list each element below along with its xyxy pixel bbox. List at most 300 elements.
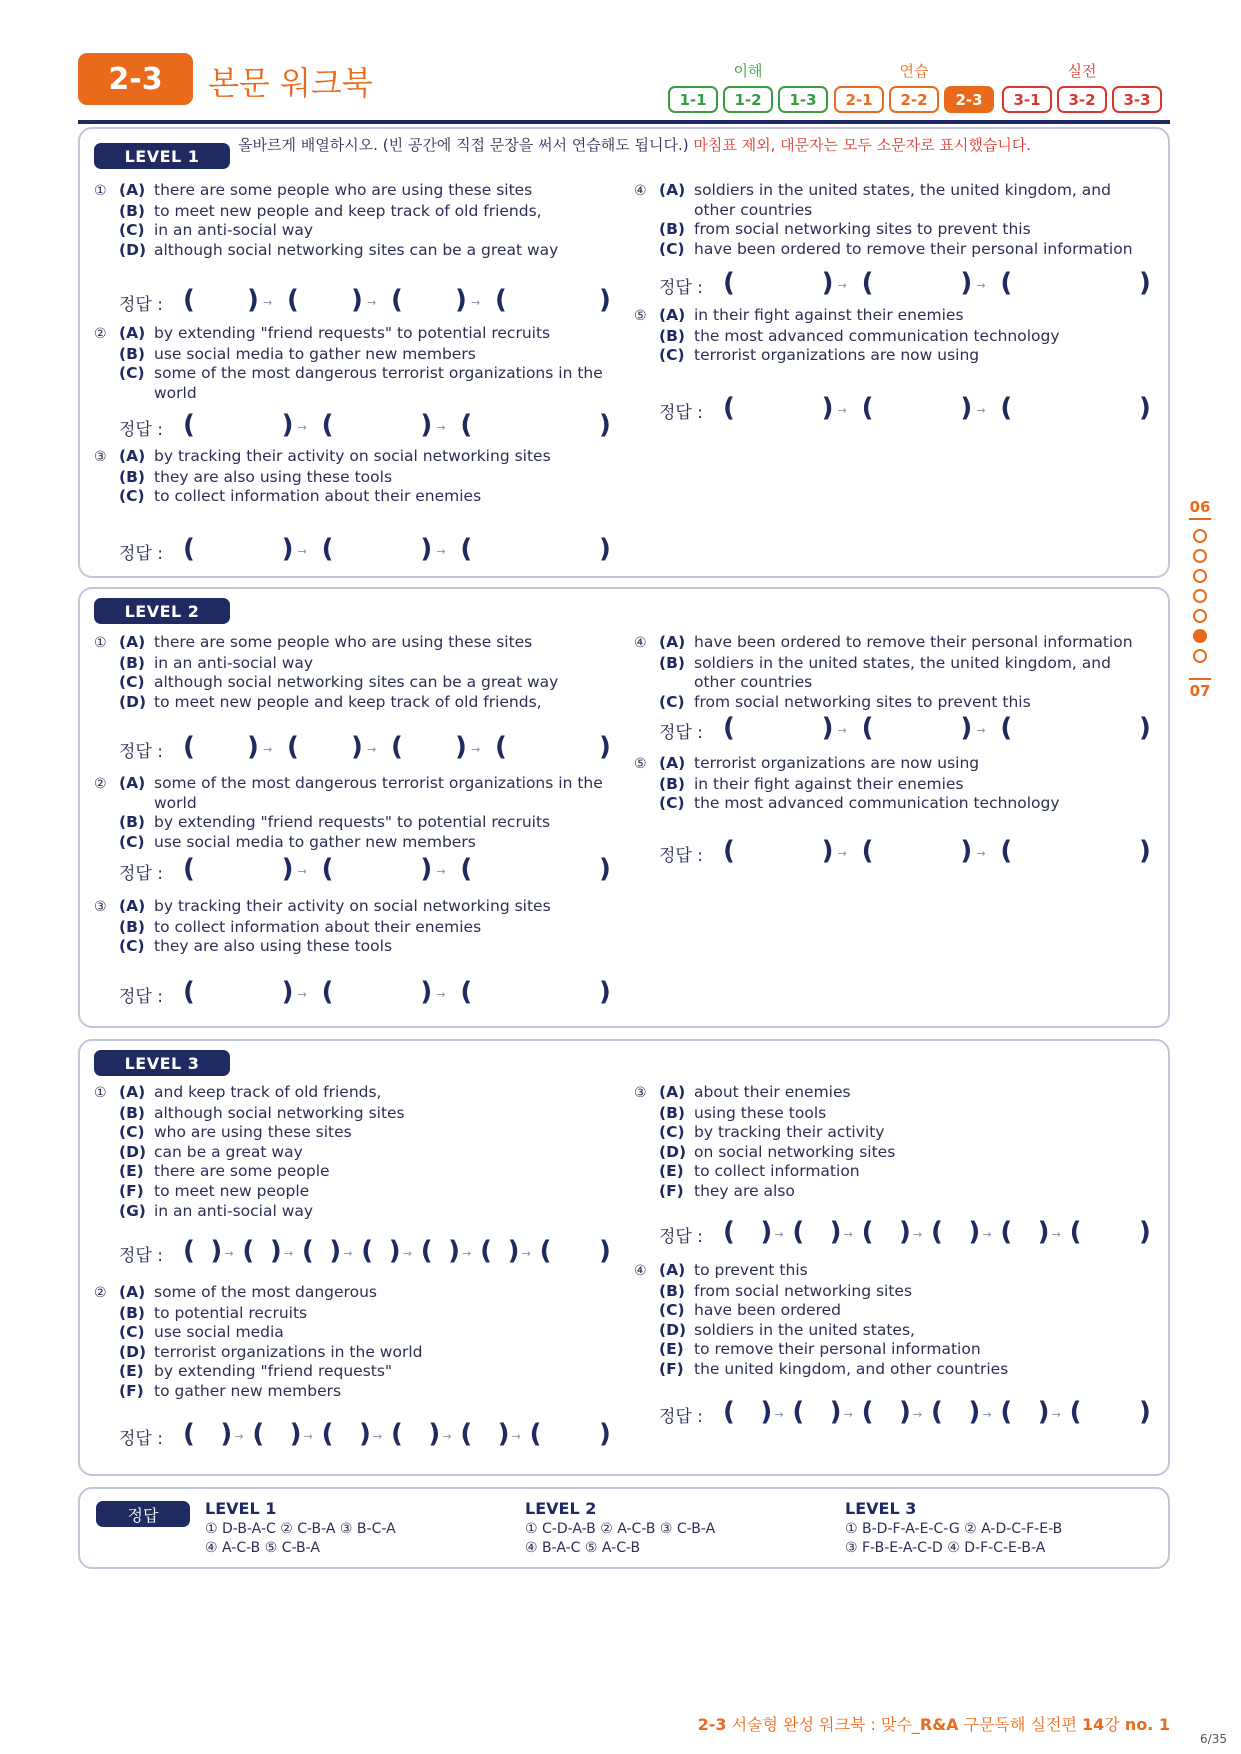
answer-blank-close[interactable]: ) bbox=[210, 1236, 223, 1266]
answer-blank-close[interactable]: ) bbox=[428, 1419, 441, 1449]
question-number bbox=[634, 327, 659, 347]
question-5 bbox=[634, 306, 1144, 366]
tab-3-1[interactable]: 3-1 bbox=[1002, 86, 1052, 113]
answer-blank-open[interactable]: ( bbox=[1000, 393, 1013, 423]
question-number: ① bbox=[94, 635, 107, 651]
item-label: (D) bbox=[119, 1342, 147, 1361]
item-label: (C) bbox=[119, 673, 145, 692]
answer-blank-close[interactable]: ) bbox=[1037, 1217, 1050, 1247]
item-label: (A) bbox=[119, 897, 146, 915]
arrow-icon: → bbox=[367, 743, 377, 756]
answer-blank-close[interactable]: ) bbox=[821, 713, 834, 743]
answer-blank-open[interactable]: ( bbox=[287, 285, 299, 315]
item-text: although social networking sites can be a great way bbox=[154, 673, 559, 692]
item-text: by tracking their activity on social networking sites bbox=[154, 897, 551, 915]
answer-label: 정답 : bbox=[119, 544, 163, 564]
answer-blank-open[interactable]: ( bbox=[1000, 713, 1013, 743]
section-badge: 2-3 bbox=[78, 53, 193, 105]
question-number: ① bbox=[94, 1085, 107, 1101]
answer-blank-open[interactable]: ( bbox=[361, 1236, 374, 1266]
question-4 bbox=[634, 633, 1144, 712]
answer-blank-open[interactable]: ( bbox=[861, 268, 874, 298]
item-label: (C) bbox=[119, 1123, 145, 1142]
nav-unit-start: 06 bbox=[1189, 498, 1211, 516]
answer-blank-open[interactable]: ( bbox=[391, 1419, 403, 1449]
answer-label: 정답 : bbox=[119, 864, 163, 884]
item-label: (C) bbox=[659, 1301, 685, 1320]
answer-blank-close[interactable]: ) bbox=[420, 534, 433, 564]
answer-blank-open[interactable]: ( bbox=[183, 854, 195, 884]
answer-blank-close[interactable]: ) bbox=[599, 854, 611, 884]
answer-blank-open[interactable]: ( bbox=[460, 534, 473, 564]
item-text: soldiers in the united states, the united kingdom, and other countries bbox=[694, 653, 1111, 692]
arrow-icon: → bbox=[511, 1430, 521, 1443]
question-number bbox=[634, 1182, 659, 1202]
answer-blank-close[interactable]: ) bbox=[247, 285, 259, 315]
question-number bbox=[634, 693, 659, 713]
arrow-icon: → bbox=[402, 1247, 412, 1260]
answer-row[interactable] bbox=[119, 732, 619, 767]
item-text: who are using these sites bbox=[154, 1123, 352, 1142]
nav-dot[interactable] bbox=[1193, 529, 1207, 543]
item-text: from social networking sites bbox=[694, 1281, 913, 1300]
answer-blank-open[interactable]: ( bbox=[539, 1236, 552, 1266]
nav-dot[interactable] bbox=[1193, 629, 1207, 643]
arrow-icon: → bbox=[297, 865, 307, 878]
arrow-icon: → bbox=[1051, 1228, 1061, 1241]
item-text: to collect information bbox=[694, 1162, 860, 1181]
question-number bbox=[94, 487, 119, 507]
question-number bbox=[634, 1360, 659, 1380]
answer-blank-open[interactable]: ( bbox=[460, 854, 473, 884]
answer-label: 정답 : bbox=[659, 278, 703, 298]
answer-blank-open[interactable]: ( bbox=[321, 977, 334, 1007]
arrow-icon: → bbox=[436, 865, 446, 878]
item-text: they are also using these tools bbox=[154, 467, 393, 486]
answer-blank-close[interactable]: ) bbox=[960, 268, 973, 298]
nav-dot[interactable] bbox=[1193, 609, 1207, 623]
question-number bbox=[94, 1323, 119, 1343]
answer-blank-close[interactable]: ) bbox=[507, 1236, 520, 1266]
answer-label: 정답 : bbox=[119, 1246, 163, 1266]
answer-blank-close[interactable]: ) bbox=[455, 285, 467, 315]
arrow-icon: → bbox=[521, 1247, 531, 1260]
answer-blank-open[interactable]: ( bbox=[1000, 836, 1013, 866]
question-number bbox=[634, 1282, 659, 1302]
answer-row[interactable] bbox=[659, 836, 1159, 871]
answer-blank-close[interactable]: ) bbox=[821, 836, 834, 866]
question-number: ② bbox=[94, 326, 107, 342]
answer-blank-open[interactable]: ( bbox=[183, 534, 195, 564]
answer-blank-open[interactable]: ( bbox=[931, 1217, 943, 1247]
question-1 bbox=[94, 181, 604, 260]
item-text: to remove their personal information bbox=[694, 1340, 981, 1359]
item-label: (C) bbox=[119, 832, 145, 851]
answer-blank-close[interactable]: ) bbox=[821, 393, 834, 423]
item-text: to potential recruits bbox=[154, 1303, 308, 1322]
answer-key-level-2: LEVEL 2 ① C-D-A-B ② A-C-B ③ C-B-A ④ B-A-C ⑤ A-C-B bbox=[525, 1499, 716, 1556]
answer-blank-close[interactable]: ) bbox=[359, 1419, 371, 1449]
question-number bbox=[94, 1143, 119, 1163]
answer-blank-close[interactable]: ) bbox=[899, 1397, 911, 1427]
answer-blank-close[interactable]: ) bbox=[420, 977, 433, 1007]
answer-blank-open[interactable]: ( bbox=[861, 836, 874, 866]
level-1-badge: LEVEL 1 bbox=[94, 143, 230, 169]
answer-blank-close[interactable]: ) bbox=[1139, 836, 1151, 866]
page-title: 본문 워크북 bbox=[208, 64, 373, 102]
answer-blank-close[interactable]: ) bbox=[281, 534, 294, 564]
answer-blank-close[interactable]: ) bbox=[968, 1397, 981, 1427]
item-text: to gather new members bbox=[154, 1381, 342, 1400]
answer-blank-close[interactable]: ) bbox=[351, 732, 363, 762]
item-label: (F) bbox=[119, 1181, 144, 1200]
question-number bbox=[634, 794, 659, 814]
item-label: (D) bbox=[659, 1320, 687, 1339]
item-label: (B) bbox=[119, 467, 145, 486]
question-number bbox=[94, 693, 119, 713]
arrow-icon: → bbox=[436, 988, 446, 1001]
arrow-icon: → bbox=[343, 1247, 353, 1260]
answer-blank-open[interactable]: ( bbox=[321, 1419, 334, 1449]
answer-label: 정답 : bbox=[119, 1429, 163, 1449]
item-label: (C) bbox=[119, 364, 145, 383]
answer-blank-open[interactable]: ( bbox=[183, 410, 195, 440]
item-label: (A) bbox=[659, 306, 686, 324]
answer-blank-close[interactable]: ) bbox=[497, 1419, 510, 1449]
item-text: have been ordered bbox=[694, 1301, 841, 1320]
question-2 bbox=[94, 1283, 604, 1402]
answer-blank-open[interactable]: ( bbox=[183, 285, 195, 315]
answer-blank-close[interactable]: ) bbox=[960, 393, 973, 423]
answer-label: 정답 : bbox=[659, 846, 703, 866]
answer-blank-close[interactable]: ) bbox=[289, 1419, 302, 1449]
answer-blank-open[interactable]: ( bbox=[495, 285, 507, 315]
arrow-icon: → bbox=[462, 1247, 472, 1260]
answer-blank-close[interactable]: ) bbox=[388, 1236, 401, 1266]
arrow-icon: → bbox=[913, 1408, 923, 1421]
answer-blank-open[interactable]: ( bbox=[861, 713, 874, 743]
answer-row[interactable] bbox=[119, 854, 619, 889]
answer-blank-open[interactable]: ( bbox=[861, 1217, 874, 1247]
answer-blank-open[interactable]: ( bbox=[391, 285, 403, 315]
item-text: use social media bbox=[154, 1323, 284, 1342]
arrow-icon: → bbox=[471, 743, 481, 756]
arrow-icon: → bbox=[303, 1430, 313, 1443]
item-text: to meet new people and keep track of old friends, bbox=[154, 692, 542, 711]
answer-blank-open[interactable]: ( bbox=[723, 268, 735, 298]
answer-blank-open[interactable]: ( bbox=[1069, 1397, 1082, 1427]
question-number: ④ bbox=[634, 1263, 647, 1279]
item-label: (A) bbox=[119, 633, 146, 651]
arrow-icon: → bbox=[263, 743, 273, 756]
item-text: there are some people who are using these sites bbox=[154, 181, 533, 199]
question-number: ② bbox=[94, 776, 107, 792]
answer-label: 정답 : bbox=[659, 723, 703, 743]
answer-blank-open[interactable]: ( bbox=[460, 410, 473, 440]
answer-blank-close[interactable]: ) bbox=[599, 1419, 611, 1449]
item-text: terrorist organizations are now using bbox=[694, 346, 980, 365]
arrow-icon: → bbox=[224, 1247, 234, 1260]
answer-blank-open[interactable]: ( bbox=[723, 713, 735, 743]
question-number bbox=[94, 833, 119, 853]
arrow-icon: → bbox=[436, 545, 446, 558]
answer-blank-close[interactable]: ) bbox=[599, 732, 611, 762]
answer-row[interactable] bbox=[119, 410, 619, 445]
tab-1-3[interactable]: 1-3 bbox=[778, 86, 828, 113]
item-label: (A) bbox=[119, 774, 146, 792]
answer-row[interactable] bbox=[659, 268, 1159, 303]
answer-blank-close[interactable]: ) bbox=[420, 410, 433, 440]
nav-dot[interactable] bbox=[1193, 549, 1207, 563]
arrow-icon: → bbox=[843, 1228, 853, 1241]
answer-row[interactable] bbox=[659, 1397, 1159, 1432]
answer-row[interactable] bbox=[119, 977, 619, 1012]
item-text: terrorist organizations are now using bbox=[694, 754, 980, 772]
answer-blank-open[interactable]: ( bbox=[723, 393, 735, 423]
answer-blank-close[interactable]: ) bbox=[960, 836, 973, 866]
item-label: (E) bbox=[119, 1162, 144, 1181]
item-text: by extending "friend requests" to potential recruits bbox=[154, 813, 551, 832]
item-label: (C) bbox=[659, 692, 685, 711]
arrow-icon: → bbox=[837, 404, 847, 417]
item-label: (B) bbox=[659, 1281, 685, 1300]
arrow-icon: → bbox=[976, 404, 986, 417]
item-text: by extending "friend requests" to potential recruits bbox=[154, 324, 551, 342]
item-label: (B) bbox=[659, 1103, 685, 1122]
answer-row[interactable] bbox=[119, 1419, 619, 1454]
answer-blank-open[interactable]: ( bbox=[723, 1217, 735, 1247]
answer-blank-open[interactable]: ( bbox=[529, 1419, 542, 1449]
item-text: the most advanced communication technology bbox=[694, 326, 1060, 345]
answer-blank-open[interactable]: ( bbox=[287, 732, 299, 762]
item-text: although social networking sites can be a great way bbox=[154, 240, 559, 259]
footer: 2-3 서술형 완성 워크북 : 맞수_R&A 구문독해 실전편 14강 no. 1 bbox=[697, 1715, 1170, 1734]
item-label: (B) bbox=[119, 653, 145, 672]
item-label: (B) bbox=[119, 813, 145, 832]
item-text: by extending "friend requests" bbox=[154, 1362, 393, 1381]
tab-1-2[interactable]: 1-2 bbox=[723, 86, 773, 113]
item-label: (B) bbox=[659, 326, 685, 345]
question-5 bbox=[634, 754, 1144, 814]
item-text: use social media to gather new members bbox=[154, 832, 476, 851]
answer-blank-close[interactable]: ) bbox=[599, 1236, 611, 1266]
answer-blank-open[interactable]: ( bbox=[301, 1236, 314, 1266]
answer-blank-open[interactable]: ( bbox=[391, 732, 403, 762]
question-number bbox=[94, 1202, 119, 1222]
item-text: to meet new people bbox=[154, 1181, 310, 1200]
question-4 bbox=[634, 1261, 1144, 1380]
tab-2-1[interactable]: 2-1 bbox=[834, 86, 884, 113]
tab-2-3[interactable]: 2-3 bbox=[944, 86, 994, 113]
answer-blank-close[interactable]: ) bbox=[599, 285, 611, 315]
answer-blank-close[interactable]: ) bbox=[455, 732, 467, 762]
tab-1-1[interactable]: 1-1 bbox=[668, 86, 718, 113]
item-text: in their fight against their enemies bbox=[694, 774, 964, 793]
answer-key-badge: 정답 bbox=[96, 1501, 190, 1527]
answer-blank-close[interactable]: ) bbox=[960, 713, 973, 743]
answer-blank-open[interactable]: ( bbox=[1069, 1217, 1082, 1247]
tab-3-3[interactable]: 3-3 bbox=[1112, 86, 1162, 113]
answer-blank-close[interactable]: ) bbox=[329, 1236, 342, 1266]
item-text: use social media to gather new members bbox=[154, 344, 476, 363]
item-label: (A) bbox=[659, 754, 686, 772]
question-number: ③ bbox=[94, 899, 107, 915]
answer-blank-close[interactable]: ) bbox=[281, 854, 294, 884]
answer-blank-open[interactable]: ( bbox=[183, 732, 195, 762]
item-text: by tracking their activity on social networking sites bbox=[154, 447, 551, 465]
answer-blank-close[interactable]: ) bbox=[281, 410, 294, 440]
question-1 bbox=[94, 1083, 604, 1221]
answer-blank-open[interactable]: ( bbox=[792, 1397, 805, 1427]
question-number bbox=[94, 202, 119, 222]
arrow-icon: → bbox=[373, 1430, 383, 1443]
question-number bbox=[94, 1382, 119, 1402]
answer-blank-open[interactable]: ( bbox=[242, 1236, 255, 1266]
answer-blank-close[interactable]: ) bbox=[599, 534, 611, 564]
answer-label: 정답 : bbox=[659, 403, 703, 423]
question-number bbox=[94, 1182, 119, 1202]
tab-group-label: 실전 bbox=[1067, 62, 1097, 80]
answer-blank-close[interactable]: ) bbox=[1139, 1217, 1151, 1247]
item-label: (B) bbox=[659, 653, 685, 672]
answer-blank-open[interactable]: ( bbox=[861, 1397, 874, 1427]
answer-row[interactable] bbox=[659, 393, 1159, 428]
answer-blank-open[interactable]: ( bbox=[1000, 1397, 1013, 1427]
answer-blank-open[interactable]: ( bbox=[183, 1236, 195, 1266]
answer-key-level-1: LEVEL 1 ① D-B-A-C ② C-B-A ③ B-C-A ④ A-C-B ⑤ C-B-A bbox=[205, 1499, 396, 1556]
answer-blank-open[interactable]: ( bbox=[321, 854, 334, 884]
arrow-icon: → bbox=[837, 724, 847, 737]
answer-blank-open[interactable]: ( bbox=[1000, 1217, 1013, 1247]
item-label: (C) bbox=[119, 487, 145, 506]
answer-blank-open[interactable]: ( bbox=[723, 836, 735, 866]
question-3 bbox=[94, 447, 604, 507]
question-number bbox=[634, 654, 659, 693]
answer-blank-close[interactable]: ) bbox=[1139, 268, 1151, 298]
item-text: on social networking sites bbox=[694, 1142, 896, 1161]
nav-dot[interactable] bbox=[1193, 649, 1207, 663]
question-2 bbox=[94, 324, 604, 403]
answer-row[interactable] bbox=[119, 1236, 619, 1271]
answer-row[interactable] bbox=[659, 1217, 1159, 1252]
answer-blank-close[interactable]: ) bbox=[351, 285, 363, 315]
answer-blank-close[interactable]: ) bbox=[1139, 393, 1151, 423]
arrow-icon: → bbox=[1051, 1408, 1061, 1421]
item-text: have been ordered to remove their personal information bbox=[694, 633, 1133, 651]
arrow-icon: → bbox=[297, 421, 307, 434]
answer-blank-open[interactable]: ( bbox=[460, 977, 473, 1007]
item-label: (B) bbox=[119, 1303, 145, 1322]
nav-unit-end: 07 bbox=[1189, 682, 1211, 700]
answer-blank-open[interactable]: ( bbox=[420, 1236, 433, 1266]
item-text: to prevent this bbox=[694, 1261, 808, 1279]
answer-blank-close[interactable]: ) bbox=[829, 1397, 842, 1427]
answer-blank-open[interactable]: ( bbox=[723, 1397, 735, 1427]
answer-blank-open[interactable]: ( bbox=[792, 1217, 805, 1247]
question-number bbox=[94, 813, 119, 833]
answer-blank-close[interactable]: ) bbox=[599, 410, 611, 440]
item-label: (B) bbox=[659, 774, 685, 793]
answer-blank-close[interactable]: ) bbox=[821, 268, 834, 298]
answer-blank-open[interactable]: ( bbox=[321, 410, 334, 440]
answer-blank-close[interactable]: ) bbox=[281, 977, 294, 1007]
nav-dot[interactable] bbox=[1193, 589, 1207, 603]
answer-label: 정답 : bbox=[119, 742, 163, 762]
arrow-icon: → bbox=[913, 1228, 923, 1241]
item-label: (D) bbox=[119, 1142, 147, 1161]
answer-blank-close[interactable]: ) bbox=[968, 1217, 981, 1247]
tab-3-2[interactable]: 3-2 bbox=[1057, 86, 1107, 113]
answer-blank-close[interactable]: ) bbox=[220, 1419, 233, 1449]
arrow-icon: → bbox=[982, 1228, 992, 1241]
tab-2-2[interactable]: 2-2 bbox=[889, 86, 939, 113]
answer-row[interactable] bbox=[119, 285, 619, 320]
answer-blank-close[interactable]: ) bbox=[448, 1236, 461, 1266]
answer-blank-close[interactable]: ) bbox=[599, 977, 611, 1007]
item-label: (B) bbox=[659, 220, 685, 239]
question-number bbox=[94, 345, 119, 365]
item-label: (F) bbox=[659, 1359, 684, 1378]
answer-blank-open[interactable]: ( bbox=[931, 1397, 943, 1427]
question-1 bbox=[94, 633, 604, 712]
answer-blank-close[interactable]: ) bbox=[269, 1236, 282, 1266]
question-number bbox=[634, 1301, 659, 1321]
answer-label: 정답 : bbox=[119, 295, 163, 315]
item-text: soldiers in the united states, bbox=[694, 1320, 915, 1339]
answer-blank-open[interactable]: ( bbox=[480, 1236, 493, 1266]
answer-blank-close[interactable]: ) bbox=[760, 1217, 773, 1247]
answer-blank-open[interactable]: ( bbox=[861, 393, 874, 423]
answer-blank-open[interactable]: ( bbox=[1000, 268, 1013, 298]
answer-blank-open[interactable]: ( bbox=[460, 1419, 473, 1449]
question-number: ③ bbox=[94, 449, 107, 465]
arrow-icon: → bbox=[263, 296, 273, 309]
tab-group-label: 이해 bbox=[733, 62, 763, 80]
item-text: terrorist organizations in the world bbox=[154, 1342, 423, 1361]
answer-blank-close[interactable]: ) bbox=[829, 1217, 842, 1247]
answer-blank-open[interactable]: ( bbox=[183, 1419, 195, 1449]
answer-blank-close[interactable]: ) bbox=[1139, 713, 1151, 743]
arrow-icon: → bbox=[442, 1430, 452, 1443]
item-label: (E) bbox=[659, 1162, 684, 1181]
answer-blank-close[interactable]: ) bbox=[1139, 1397, 1151, 1427]
nav-dot[interactable] bbox=[1193, 569, 1207, 583]
answer-blank-open[interactable]: ( bbox=[321, 534, 334, 564]
item-text: they are also using these tools bbox=[154, 937, 393, 956]
answer-blank-close[interactable]: ) bbox=[899, 1217, 911, 1247]
answer-blank-open[interactable]: ( bbox=[252, 1419, 265, 1449]
tab-group-label: 연습 bbox=[899, 62, 929, 80]
answer-blank-close[interactable]: ) bbox=[760, 1397, 773, 1427]
answer-blank-open[interactable]: ( bbox=[183, 977, 195, 1007]
answer-blank-open[interactable]: ( bbox=[495, 732, 507, 762]
item-label: (A) bbox=[119, 447, 146, 465]
question-number bbox=[634, 1104, 659, 1124]
question-4 bbox=[634, 181, 1144, 259]
question-3 bbox=[94, 897, 604, 957]
question-number: ④ bbox=[634, 635, 647, 651]
answer-blank-close[interactable]: ) bbox=[1037, 1397, 1050, 1427]
answer-label: 정답 : bbox=[119, 420, 163, 440]
question-number: ⑤ bbox=[634, 308, 647, 324]
answer-row[interactable] bbox=[119, 534, 619, 569]
answer-blank-close[interactable]: ) bbox=[420, 854, 433, 884]
answer-blank-close[interactable]: ) bbox=[247, 732, 259, 762]
answer-row[interactable] bbox=[659, 713, 1159, 748]
arrow-icon: → bbox=[976, 847, 986, 860]
nav-line-top bbox=[1189, 518, 1211, 520]
item-label: (A) bbox=[119, 1083, 146, 1101]
